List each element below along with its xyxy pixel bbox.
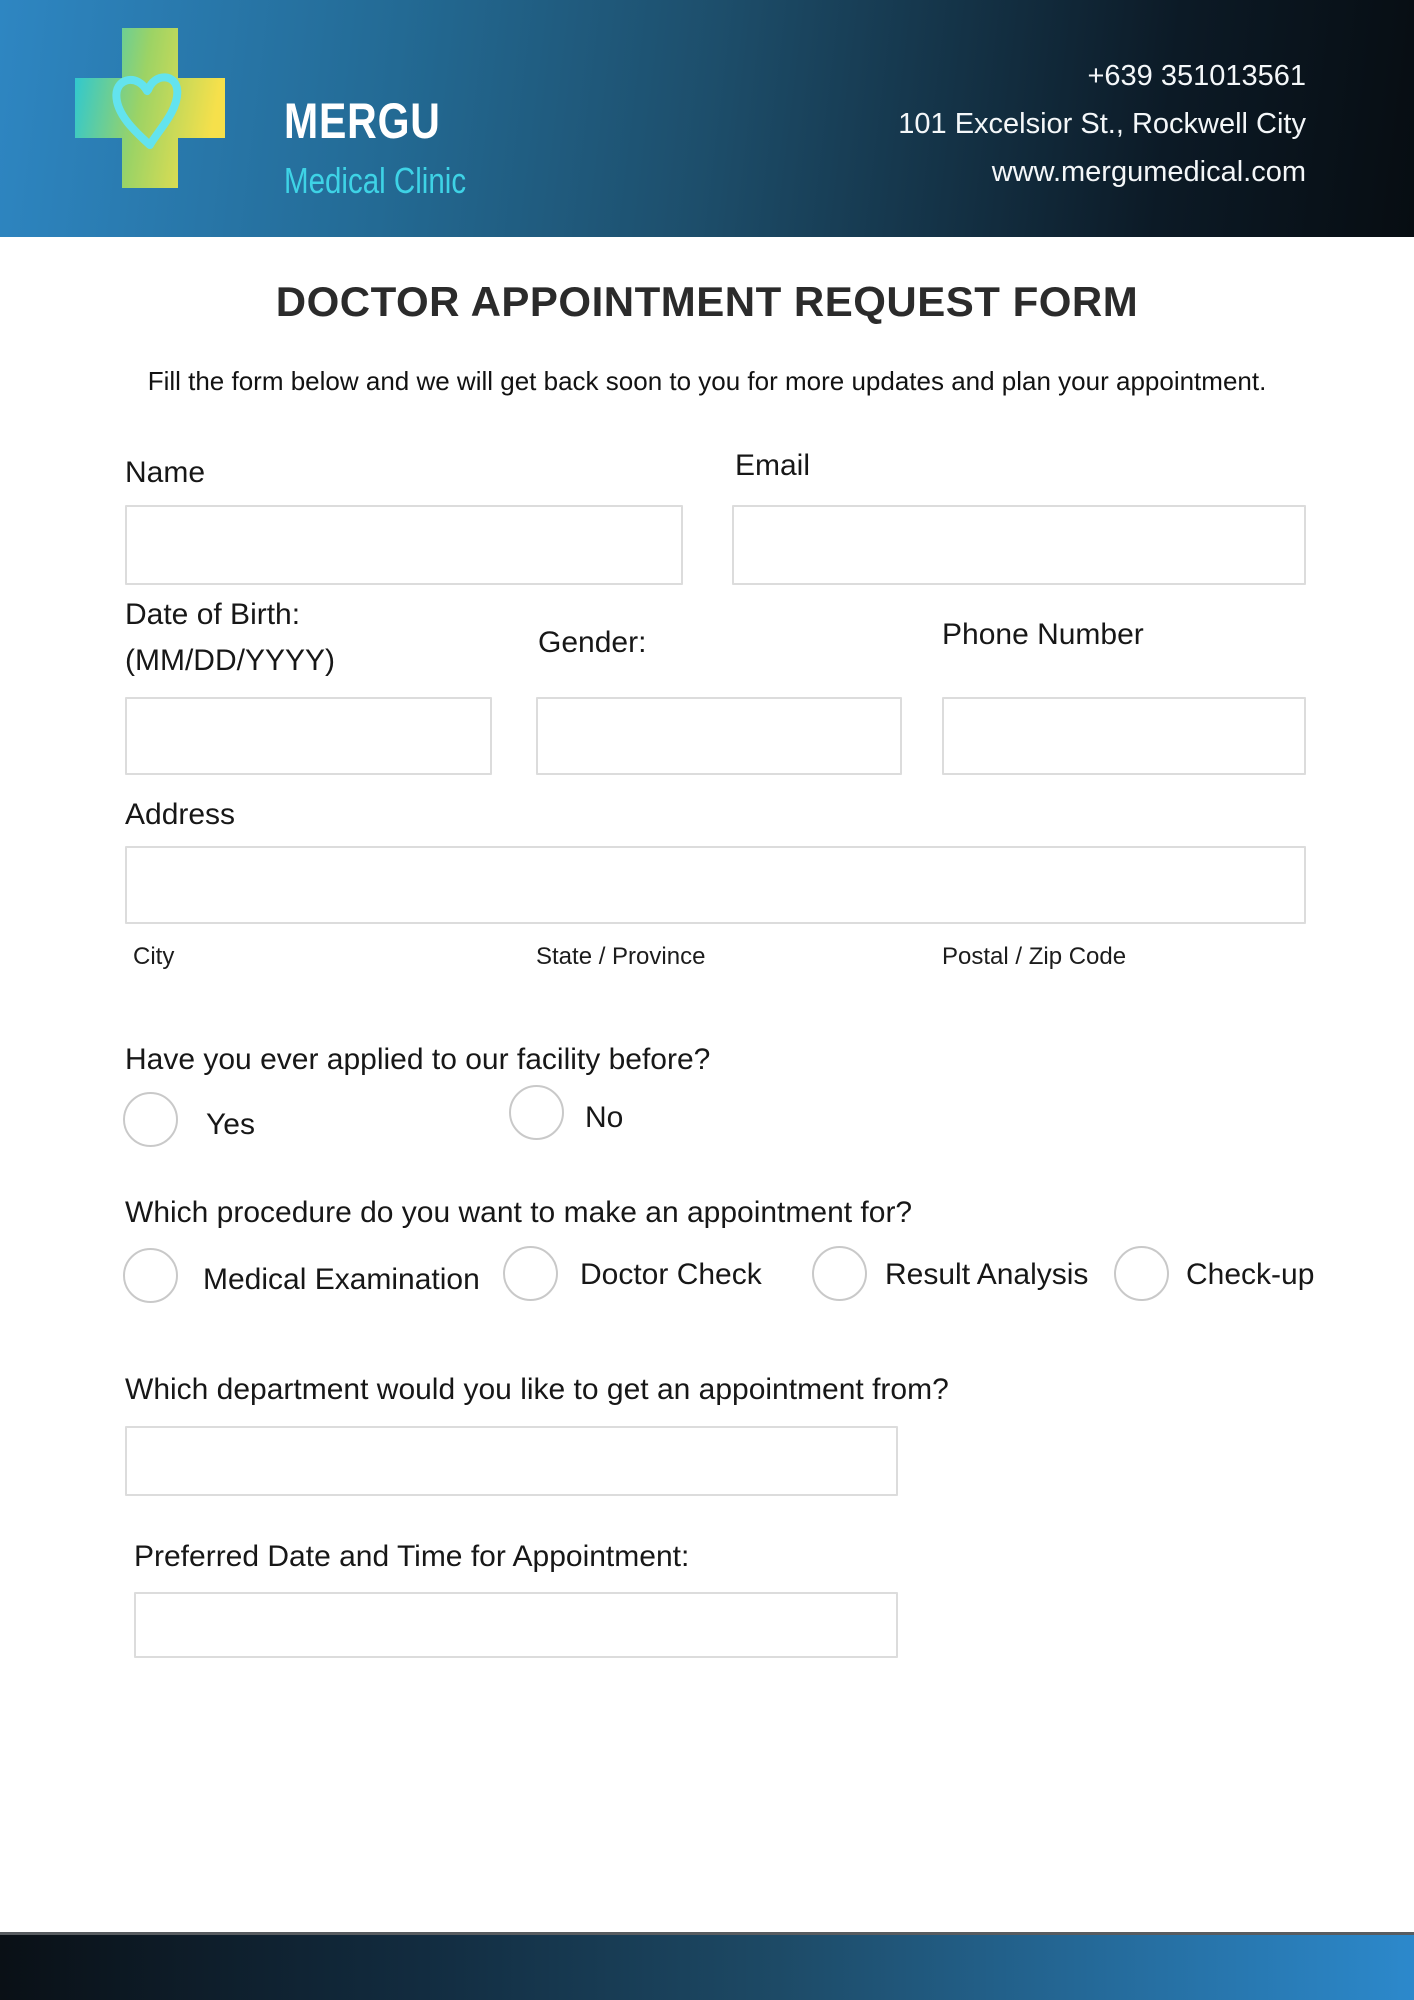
preferred-datetime-input[interactable] [134, 1592, 898, 1658]
department-question: Which department would you like to get an appointment from? [125, 1373, 949, 1406]
address-city-sublabel: City [133, 943, 175, 970]
procedure-result-analysis-radio[interactable] [812, 1246, 867, 1301]
phone-label: Phone Number [942, 618, 1144, 651]
address-state-sublabel: State / Province [536, 943, 706, 970]
procedure-doctor-check-label: Doctor Check [580, 1258, 762, 1291]
dob-input[interactable] [125, 697, 492, 775]
applied-before-yes-radio[interactable] [123, 1092, 178, 1147]
procedure-medical-examination-label: Medical Examination [203, 1263, 480, 1296]
address-input[interactable] [125, 846, 1306, 924]
dob-format-hint: (MM/DD/YYYY) [125, 644, 335, 677]
email-input[interactable] [732, 505, 1306, 585]
procedure-checkup-radio[interactable] [1114, 1246, 1169, 1301]
header-banner [0, 0, 1414, 237]
cross-icon [75, 28, 225, 188]
phone-input[interactable] [942, 697, 1306, 775]
applied-before-no-label: No [585, 1101, 624, 1134]
contact-block [898, 52, 1306, 196]
procedure-medical-examination-radio[interactable] [123, 1248, 178, 1303]
contact-phone: +639 351013561 [1087, 60, 1306, 92]
clinic-cross-heart-logo [75, 28, 225, 188]
procedure-checkup-label: Check-up [1186, 1258, 1315, 1291]
applied-before-no-radio[interactable] [509, 1085, 564, 1140]
department-input[interactable] [125, 1426, 898, 1496]
page-intro: Fill the form below and we will get back soon to you for more updates and plan your appointment. [147, 366, 1267, 396]
procedure-doctor-check-radio[interactable] [503, 1246, 558, 1301]
name-input[interactable] [125, 505, 683, 585]
address-label: Address [125, 798, 236, 831]
brand-tagline: Medical Clinic [284, 160, 467, 201]
contact-address: 101 Excelsior St., Rockwell City [898, 108, 1306, 140]
footer-banner [0, 1932, 1414, 2000]
contact-website: www.mergumedical.com [991, 156, 1306, 188]
name-label: Name [125, 456, 206, 489]
applied-before-question: Have you ever applied to our facility before? [125, 1043, 711, 1076]
dob-label: Date of Birth: [125, 598, 301, 631]
gender-input[interactable] [536, 697, 902, 775]
email-label: Email [735, 449, 811, 482]
page-title: DOCTOR APPOINTMENT REQUEST FORM [275, 278, 1139, 325]
gender-label: Gender: [538, 626, 647, 659]
applied-before-yes-label: Yes [206, 1108, 255, 1141]
procedure-question: Which procedure do you want to make an appointment for? [125, 1196, 913, 1229]
brand-name: MERGU [284, 93, 441, 149]
address-postal-sublabel: Postal / Zip Code [942, 943, 1127, 970]
preferred-datetime-label: Preferred Date and Time for Appointment: [134, 1540, 690, 1573]
procedure-result-analysis-label: Result Analysis [885, 1258, 1089, 1291]
